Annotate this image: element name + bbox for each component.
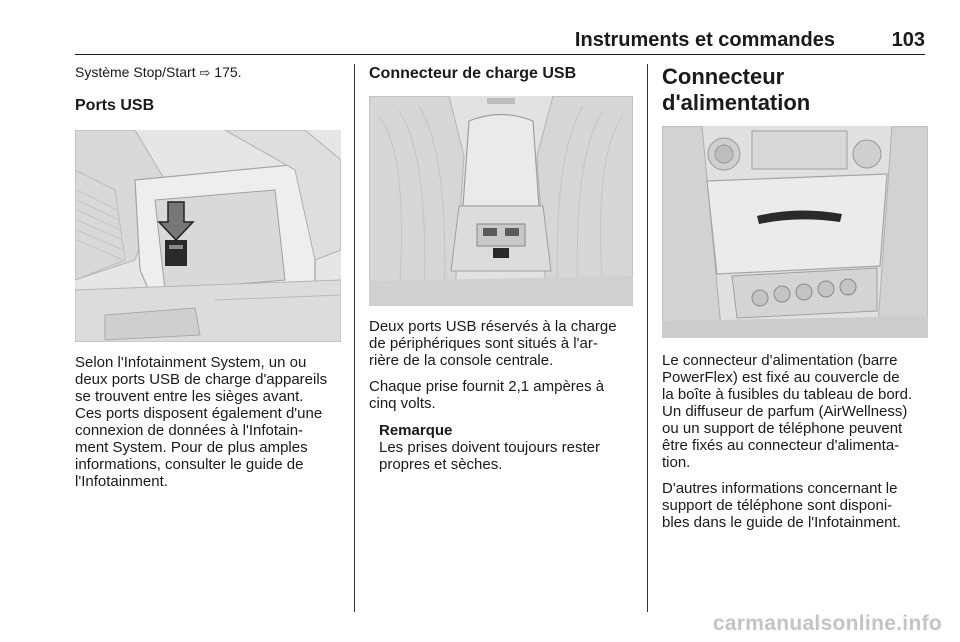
usb-charge-photo [369, 96, 633, 306]
ports-usb-description: Selon l'Infotainment System, un ou deux ports USB de charge d'appareils se trouvent entre les sièges avant. Ces ports disposent également d'une connexion de données à l'Infotain- ment System. Pour de plus amples informations, consulter le guide de l'Infotainment. [75, 354, 328, 490]
power-connector-description: Le connecteur d'alimentation (barre PowerFlex) est fixé au couvercle de la boîte à fusibles du tableau de bord. Un diffuseur de parfum (AirWellness) ou un support de téléphone peuvent être fixés au connecteur d'alimenta- tion. [662, 352, 913, 471]
note-body: Les prises doivent toujours rester propres et sèches. [379, 439, 600, 473]
column-divider [647, 64, 648, 612]
page-number: 103 [891, 29, 925, 51]
page-header [75, 28, 925, 55]
watermark: carmanualsonline.info [712, 612, 942, 635]
section-heading-ports-usb: Ports USB [75, 97, 155, 114]
power-connector-photo [662, 126, 928, 338]
cross-reference[interactable] [75, 64, 341, 82]
xref-page: 175. [214, 64, 242, 80]
column-power-connector [662, 64, 928, 531]
column-divider [354, 64, 355, 612]
column-ports-usb [75, 64, 341, 490]
column-usb-charge [369, 64, 633, 473]
power-connector-more-info: D'autres informations concernant le support de téléphone sont disponi- bles dans le guide de l'Infotainment. [662, 480, 901, 531]
note-box [369, 422, 633, 473]
usb-charge-specs: Chaque prise fournit 2,1 ampères à cinq volts. [369, 378, 605, 412]
note-title: Remarque [379, 422, 453, 439]
section-heading-power-connector: Connecteur d'alimentation [662, 64, 811, 115]
usb-charge-description: Deux ports USB réservés à la charge de périphériques sont situés à l'ar- rière de la console centrale. [369, 318, 617, 369]
xref-text: Système Stop/Start [75, 64, 196, 80]
chapter-title: Instruments et commandes [574, 29, 835, 51]
arrow-icon: ⇨ [199, 66, 211, 81]
section-heading-usb-charge: Connecteur de charge USB [369, 65, 577, 82]
usb-ports-photo [75, 130, 341, 342]
